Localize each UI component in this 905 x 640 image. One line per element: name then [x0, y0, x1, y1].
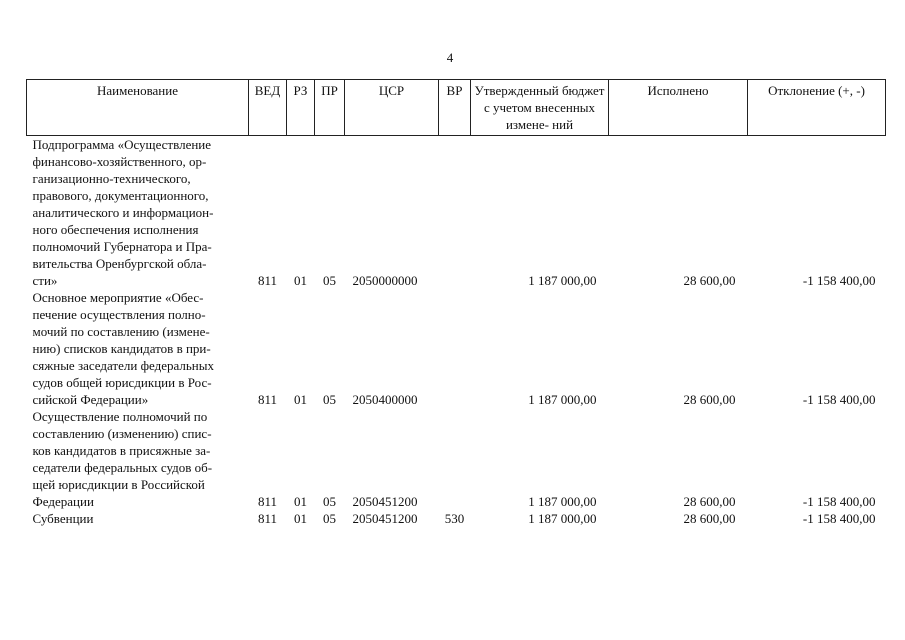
row-rz: 01: [294, 511, 307, 526]
header-pr: ПР: [315, 80, 345, 136]
row-csr: 2050000000: [352, 273, 418, 288]
table-row-authority: [27, 408, 886, 510]
row-rz: 01: [294, 273, 307, 288]
row-ved: 811: [257, 273, 278, 288]
header-csr: ЦСР: [345, 80, 439, 136]
row-pr: 05: [323, 392, 336, 407]
row-ved: 811: [257, 511, 278, 526]
row-approved: 1 187 000,00: [528, 511, 597, 526]
row-rz: 01: [294, 494, 307, 509]
row-name: Субвенции: [32, 511, 94, 526]
page-number: 4: [446, 50, 454, 65]
row-pr: 05: [323, 494, 336, 509]
table-header: [27, 80, 886, 136]
row-deviation: -1 158 400,00: [802, 392, 876, 407]
row-pr: 05: [323, 511, 336, 526]
header-deviation: Отклонение (+, -): [748, 80, 886, 136]
row-csr: 2050451200: [352, 511, 418, 526]
row-vr: [439, 408, 471, 510]
row-vr: [439, 136, 471, 290]
row-executed: 28 600,00: [683, 273, 736, 288]
table-row-subventions: [27, 510, 886, 527]
row-csr: 2050400000: [352, 392, 418, 407]
header-approved-budget: Утвержденный бюджет с учетом внесенных измене- ний: [471, 80, 609, 136]
table-body: [27, 136, 886, 528]
row-ved: 811: [257, 494, 278, 509]
row-vr: [439, 289, 471, 408]
header-vr: ВР: [439, 80, 471, 136]
row-deviation: -1 158 400,00: [802, 511, 876, 526]
header-executed: Исполнено: [609, 80, 748, 136]
row-rz: 01: [294, 392, 307, 407]
row-approved: 1 187 000,00: [528, 494, 597, 509]
row-approved: 1 187 000,00: [528, 392, 597, 407]
row-name: Осуществление полномочий по составлению (изменению) спис- ков кандидатов в присяжные за- седатели федеральных судов об- щей юрисдикции в Российской Федерации: [32, 409, 213, 509]
row-csr: 2050451200: [352, 494, 418, 509]
header-rz: РЗ: [287, 80, 315, 136]
row-executed: 28 600,00: [683, 511, 736, 526]
header-ved: ВЕД: [249, 80, 287, 136]
row-name: Основное мероприятие «Обес- печение осуществления полно- мочий по составлению (измене- нию) списков кандидатов в при- сяжные заседатели федеральных судов общей юрисдикции в Рос- сийской Федерации»: [32, 290, 214, 407]
row-approved: 1 187 000,00: [528, 273, 597, 288]
row-pr: 05: [323, 273, 336, 288]
row-executed: 28 600,00: [683, 494, 736, 509]
row-ved: 811: [257, 392, 278, 407]
budget-execution-table: [26, 79, 886, 527]
row-deviation: -1 158 400,00: [802, 273, 876, 288]
row-executed: 28 600,00: [683, 392, 736, 407]
row-deviation: -1 158 400,00: [802, 494, 876, 509]
row-vr: 530: [444, 511, 465, 526]
table-row-subprogram: [27, 136, 886, 290]
table-row-main-activity: [27, 289, 886, 408]
header-name: Наименование: [27, 80, 249, 136]
row-name: Подпрограмма «Осуществление финансово-хозяйственного, ор- ганизационно-технического, правового, документационного, аналитического и информацион- ного обеспечения исполнения полномочий Губернатора и Пра- вительства Оренбургской обла- сти»: [32, 137, 214, 288]
